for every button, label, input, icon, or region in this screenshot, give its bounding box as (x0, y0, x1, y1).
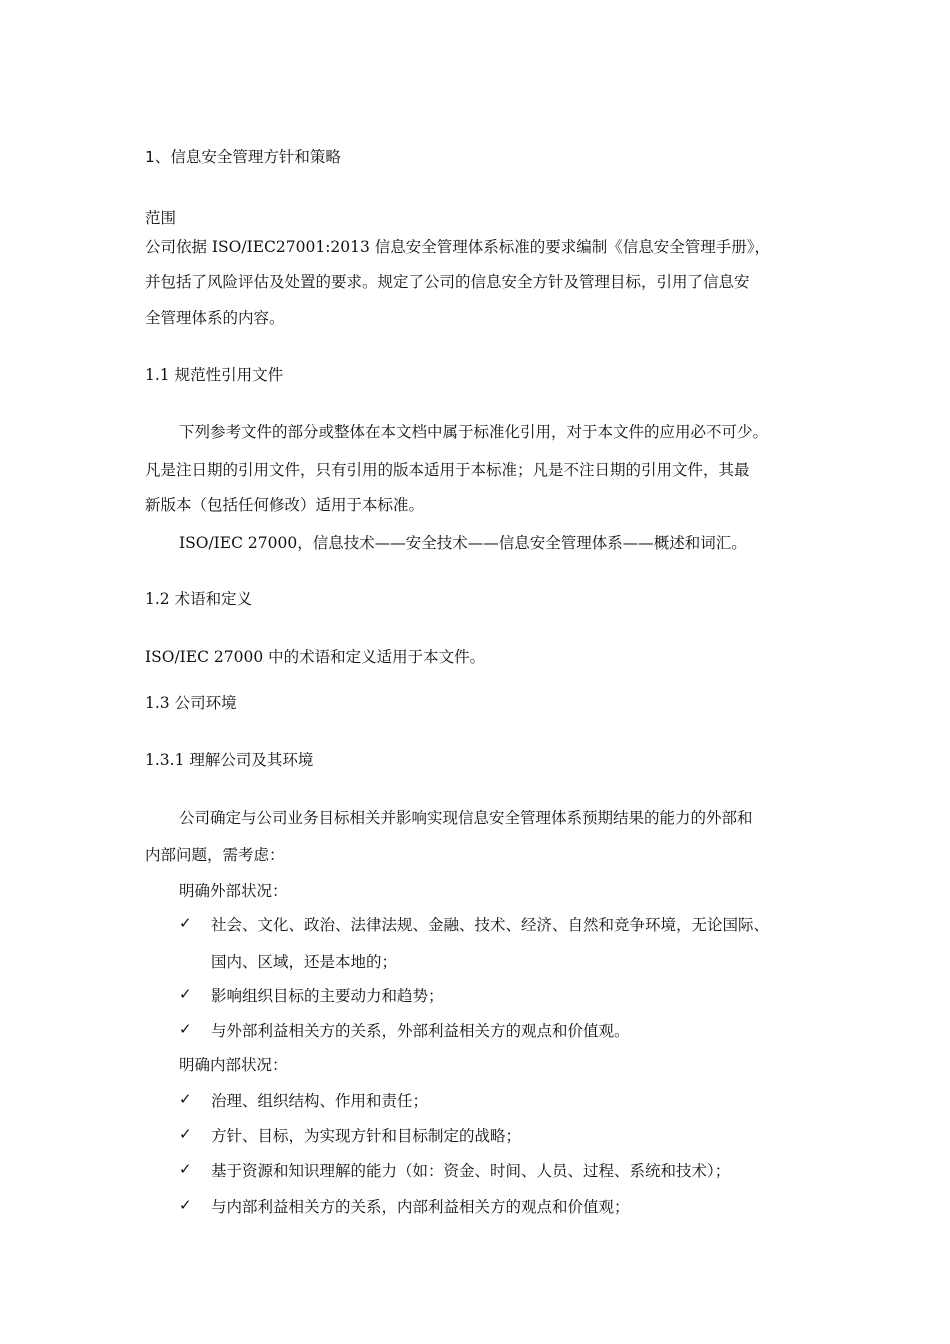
internal-item: 基于资源和知识理解的能力（如：资金、时间、人员、过程、系统和技术）； (211, 1162, 731, 1180)
terms-text: ISO/IEC 27000 中的术语和定义适用于本文件。 (145, 648, 486, 666)
scope-line: 全管理体系的内容。 (145, 309, 285, 327)
normative-paragraph-line: 新版本（包括任何修改）适用于本标准。 (145, 496, 425, 514)
external-item-continued: 国内、区域，还是本地的； (211, 953, 398, 971)
section-1-1-title: 1.1 规范性引用文件 (145, 366, 284, 384)
internal-item: 与内部利益相关方的关系，内部利益相关方的观点和价值观； (211, 1198, 630, 1216)
check-mark-icon: ✓ (179, 1160, 192, 1178)
context-paragraph-line: 内部问题，需考虑： (145, 846, 285, 864)
external-item: 社会、文化、政治、法律法规、金融、技术、经济、自然和竞争环境，无论国际、 (211, 916, 770, 934)
internal-label: 明确内部状况： (179, 1056, 288, 1074)
section-1-3-title: 1.3 公司环境 (145, 694, 237, 712)
scope-line: 并包括了风险评估及处置的要求。规定了公司的信息安全方针及管理目标，引用了信息安 (145, 273, 750, 291)
check-mark-icon: ✓ (179, 1090, 192, 1108)
check-mark-icon: ✓ (179, 985, 192, 1003)
scope-label: 范围 (145, 209, 177, 227)
check-mark-icon: ✓ (179, 1125, 192, 1143)
external-item: 影响组织目标的主要动力和趋势； (211, 987, 444, 1005)
check-mark-icon: ✓ (179, 1196, 192, 1214)
internal-item: 治理、组织结构、作用和责任； (211, 1092, 429, 1110)
normative-paragraph-line: 凡是注日期的引用文件，只有引用的版本适用于本标准；凡是不注日期的引用文件，其最 (145, 461, 750, 479)
external-label: 明确外部状况： (179, 882, 288, 900)
section-1-3-1-title: 1.3.1 理解公司及其环境 (145, 751, 314, 769)
check-mark-icon: ✓ (179, 1020, 192, 1038)
normative-paragraph-line: 下列参考文件的部分或整体在本文档中属于标准化引用，对于本文件的应用必不可少。 (179, 423, 769, 441)
reference-document: ISO/IEC 27000，信息技术——安全技术——信息安全管理体系——概述和词汇。 (179, 534, 747, 552)
internal-item: 方针、目标，为实现方针和目标制定的战略； (211, 1127, 522, 1145)
check-mark-icon: ✓ (179, 914, 192, 932)
context-paragraph-line: 公司确定与公司业务目标相关并影响实现信息安全管理体系预期结果的能力的外部和 (179, 809, 753, 827)
scope-line: 公司依据 ISO/IEC27001:2013 信息安全管理体系标准的要求编制《信息安全管理手册》， (145, 238, 771, 256)
section-1-title: 1、信息安全管理方针和策略 (145, 148, 341, 166)
external-item: 与外部利益相关方的关系，外部利益相关方的观点和价值观。 (211, 1022, 630, 1040)
section-1-2-title: 1.2 术语和定义 (145, 590, 253, 608)
